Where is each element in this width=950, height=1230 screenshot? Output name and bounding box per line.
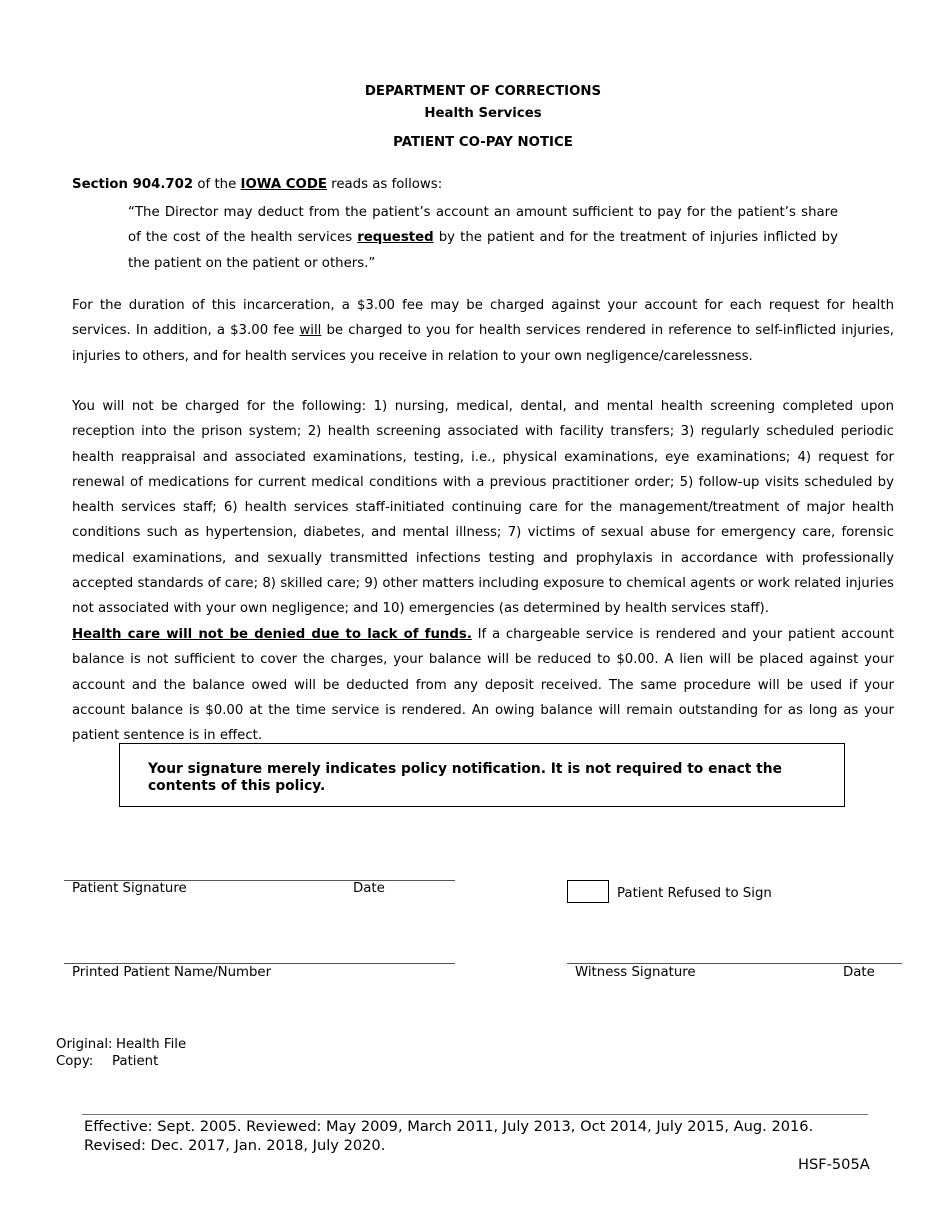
copy-label: Copy: [56, 1054, 94, 1069]
fee-paragraph [72, 293, 894, 369]
refused-to-sign-checkbox[interactable] [567, 880, 609, 903]
intro-reads: reads as follows: [326, 177, 443, 192]
code-label: IOWA CODE [240, 177, 327, 192]
witness-signature-label: Witness Signature [575, 965, 696, 980]
original-value: Health File [116, 1037, 187, 1052]
exemptions-paragraph: You will not be charged for the following: 1) nursing, medical, dental, and mental health screening completed upon reception into the prison system; 2) health screening associated with facility transfers; 3) regularly scheduled periodic health reappraisal and associated examinations, testing, i.e., physical examinations, eye examinations; 4) request for renewal of medications for current medical conditions with a previous practitioner order; 5) follow-up visits scheduled by health services staff; 6) health services staff-initiated continuing care for the management/treatment of major health conditions such as hypertension, diabetes, and mental illness; 7) victims of sexual abuse for emergency care, forensic medical examinations, and sexually transmitted infections testing and prophylaxis in accordance with professionally accepted standards of care; 8) skilled care; 9) other matters including exposure to chemical agents or work related injuries not associated with your own negligence; and 10) emergencies (as determined by health services staff). [72, 399, 894, 617]
code-quote [128, 200, 838, 276]
printed-name-label: Printed Patient Name/Number [72, 965, 272, 980]
footer-divider [82, 1114, 868, 1115]
funds-paragraph [72, 622, 894, 748]
patient-signature-label: Patient Signature [72, 881, 187, 896]
notice-box [119, 743, 845, 807]
patient-date-label: Date [353, 881, 385, 896]
quote-emphasis: requested [357, 230, 434, 246]
printed-name-line [64, 963, 455, 964]
fee-part-1: For the duration of this incarceration, a $3.00 fee may be charged against your account for each request for health services. In addition, a $3.00 fee [72, 298, 894, 339]
distribution-original [56, 1037, 186, 1052]
quote-part-1: “The Director may deduct from the patient’s account an amount sufficient to pay for the patient’s share of the cost of the health services [128, 205, 838, 246]
quote-part-2: by the patient and for the treatment of injuries inflicted by the patient on the patient or others.” [128, 230, 838, 271]
form-number: HSF-505A [798, 1156, 870, 1173]
copy-value: Patient [112, 1054, 159, 1069]
notice-text: Your signature merely indicates policy notification. It is not required to enact the contents of this policy. [148, 761, 782, 794]
witness-date-label: Date [843, 965, 875, 980]
department-heading: DEPARTMENT OF CORRECTIONS [364, 84, 602, 99]
intro-of-the: of the [193, 177, 241, 192]
distribution-copy [56, 1054, 158, 1069]
refused-to-sign-label: Patient Refused to Sign [617, 886, 772, 901]
revision-history: Effective: Sept. 2005. Reviewed: May 2009, March 2011, July 2013, Oct 2014, July 2015, Aug. 2016. Revised: Dec. 2017, Jan. 2018, July 2020. [84, 1118, 814, 1154]
funds-heading: Health care will not be denied due to lack of funds. [72, 627, 472, 642]
fee-emphasis: will [299, 323, 322, 339]
page-title: PATIENT CO-PAY NOTICE [393, 135, 573, 150]
witness-signature-line [567, 963, 902, 964]
section-label: Section 904.702 [72, 177, 194, 192]
funds-body: If a chargeable service is rendered and your patient account balance is not sufficient to cover the charges, your balance will be reduced to $0.00. A lien will be placed against your account and the balance owed will be deducted from any deposit received. The same procedure will be used if your account balance is $0.00 at the time service is rendered. An owing balance will remain outstanding for as long as your patient sentence is in effect. [72, 627, 894, 744]
fee-part-2: be charged to you for health services rendered in reference to self-inflicted injuries, injuries to others, and for health services you receive in relation to your own negligence/carelessness. [72, 323, 894, 364]
division-heading: Health Services [424, 106, 542, 121]
original-label: Original: [56, 1037, 113, 1052]
code-intro [72, 172, 894, 197]
